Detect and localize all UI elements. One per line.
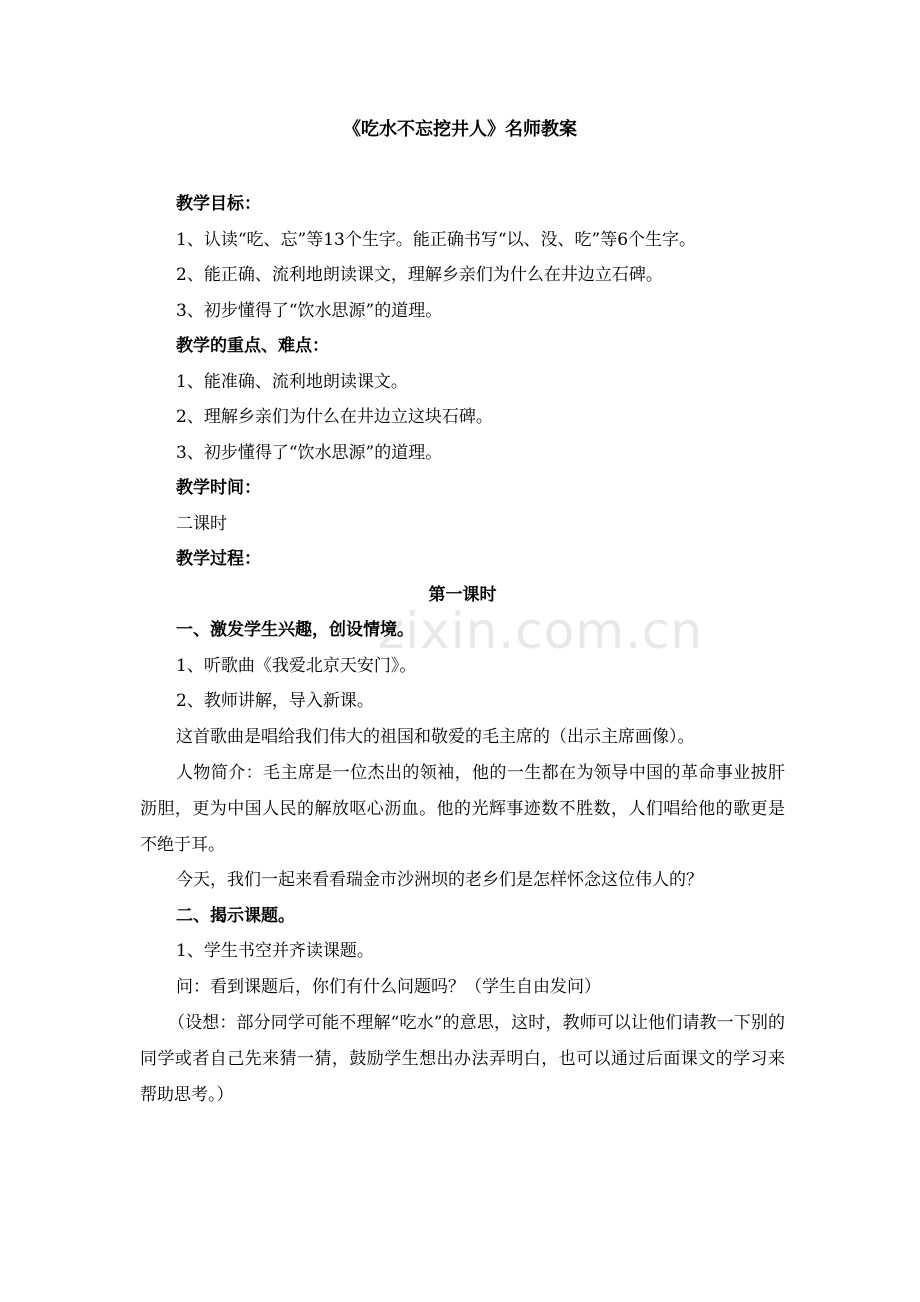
lesson-title: 第一课时	[428, 584, 497, 605]
part1-item: 2、教师讲解，导入新课。	[176, 691, 374, 711]
goal-item: 3、初步懂得了“饮水思源”的道理。	[176, 300, 443, 321]
part1-text: 这首歌曲是唱给我们伟大的祖国和敬爱的毛主席的（出示主席画像）。	[176, 726, 695, 747]
focus-item: 3、初步懂得了“饮水思源”的道理。	[176, 442, 443, 463]
document-body	[140, 187, 785, 1113]
part1-text: 今天，我们一起来看看瑞金市沙洲坝的老乡们是怎样怀念这位伟人的？	[176, 870, 703, 890]
part2-heading: 二、揭示课题。	[176, 905, 295, 926]
watermark: zixin.com.cn	[378, 602, 704, 660]
part2-item: 1、学生书空并齐读课题。	[176, 941, 374, 961]
goals-heading: 教学目标：	[176, 194, 261, 214]
document-title: 《吃水不忘挖井人》名师教案	[343, 119, 577, 140]
focus-item: 1、能准确、流利地朗读课文。	[176, 371, 408, 392]
process-heading: 教学过程：	[176, 549, 261, 569]
focus-item: 2、理解乡亲们为什么在井边立这块石碑。	[176, 407, 493, 427]
part1-paragraph: 人物简介：毛主席是一位杰出的领袖，他的一生都在为领导中国的革命事业披肝沥胆，更为中国人民的解放呕心沥血。他的光辉事迹数不胜数，人们唱给他的歌更是不绝于耳。	[140, 763, 785, 855]
part1-heading: 一、激发学生兴趣，创设情境。	[176, 620, 414, 640]
time-heading: 教学时间：	[176, 478, 261, 498]
focus-heading: 教学的重点、难点：	[176, 336, 329, 356]
time-value: 二课时	[176, 513, 227, 534]
goal-item: 2、能正确、流利地朗读课文，理解乡亲们为什么在井边立石碑。	[176, 265, 663, 285]
part2-question: 问：看到课题后，你们有什么问题吗？（学生自由发问）	[176, 976, 601, 997]
part1-item: 1、听歌曲《我爱北京天安门》。	[176, 655, 417, 676]
part2-note: （设想：部分同学可能不理解“吃水”的意思，这时，教师可以让他们请教一下别的同学或者自己先来猜一猜，鼓励学生想出办法弄明白，也可以通过后面课文的学习来帮助思考。）	[140, 1013, 785, 1105]
goal-item: 1、认读“吃、忘”等13个生字。能正确书写“以、没、吃”等6个生字。	[176, 229, 697, 250]
